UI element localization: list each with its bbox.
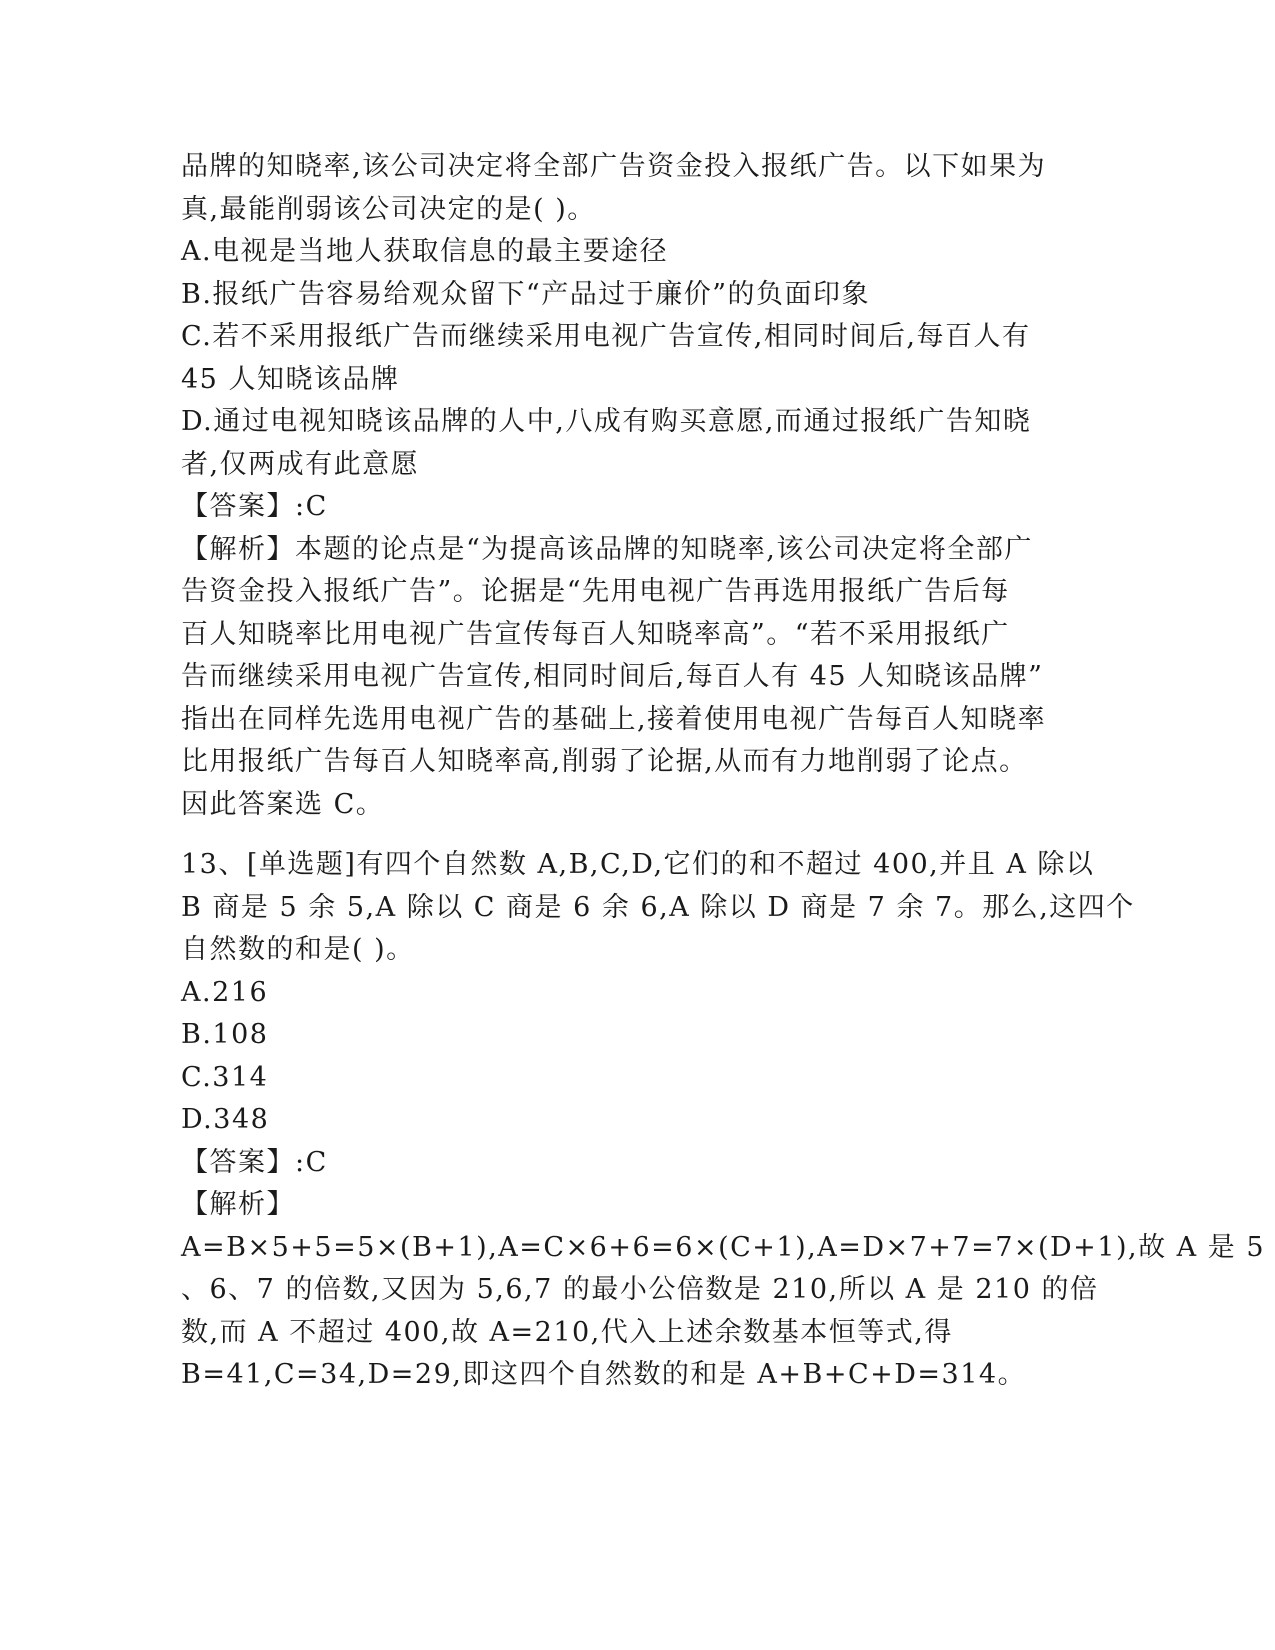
question-13-analysis-line-4: B=41,C=34,D=29,即这四个自然数的和是 A+B+C+D=314。 xyxy=(181,1359,1027,1390)
question-12-analysis-line-7: 因此答案选 C。 xyxy=(181,788,385,820)
question-12-option-d-line-1: D.通过电视知晓该品牌的人中,八成有购买意愿,而通过报纸广告知晓 xyxy=(181,406,1032,437)
question-spacer xyxy=(181,826,1081,844)
question-13-analysis-line-1: A=B×5+5=5×(B+1),A=C×6+6=6×(C+1),A=D×7+7=7×(D+1),故 A 是 5 xyxy=(181,1231,1266,1263)
question-13-option-c: C.314 xyxy=(181,1061,269,1093)
question-13-stem-line-2: B 商是 5 余 5,A 除以 C 商是 6 余 6,A 除以 D 商是 7 余 7。那么,这四个 xyxy=(181,891,1135,923)
question-12 xyxy=(181,146,1081,826)
question-13-option-b: B.108 xyxy=(181,1019,269,1050)
question-12-analysis-line-5: 指出在同样先选用电视广告的基础上,接着使用电视广告每百人知晓率 xyxy=(181,703,1047,735)
question-13 xyxy=(181,844,1266,1397)
question-12-option-d-line-2: 者,仅两成有此意愿 xyxy=(181,448,420,480)
question-12-option-c-line-1: C.若不采用报纸广告而继续采用电视广告宣传,相同时间后,每百人有 xyxy=(181,321,1031,352)
question-13-option-d: D.348 xyxy=(181,1104,270,1135)
question-12-analysis-line-3: 百人知晓率比用电视广告宣传每百人知晓率高”。“若不采用报纸广 xyxy=(181,618,1010,650)
question-12-analysis-line-6: 比用报纸广告每百人知晓率高,削弱了论据,从而有力地削弱了论点。 xyxy=(181,746,1028,777)
question-12-answer: 【答案】:C xyxy=(181,491,328,522)
question-13-stem-line-1: 13、[单选题]有四个自然数 A,B,C,D,它们的和不超过 400,并且 A 除以 xyxy=(181,849,1095,880)
question-13-stem-line-3: 自然数的和是( )。 xyxy=(181,934,415,965)
question-13-answer: 【答案】:C xyxy=(181,1146,328,1178)
question-13-analysis-line-2: 、6、7 的倍数,又因为 5,6,7 的最小公倍数是 210,所以 A 是 210 的倍 xyxy=(181,1274,1099,1305)
question-12-stem-line-1: 品牌的知晓率,该公司决定将全部广告资金投入报纸广告。以下如果为 xyxy=(181,151,1047,182)
question-12-stem-line-2: 真,最能削弱该公司决定的是( )。 xyxy=(181,193,596,225)
question-12-option-a: A.电视是当地人获取信息的最主要途径 xyxy=(181,236,669,267)
question-12-analysis-line-2: 告资金投入报纸广告”。论据是“先用电视广告再选用报纸广告后每 xyxy=(181,576,1010,607)
document-page xyxy=(181,146,1266,1397)
question-13-option-a: A.216 xyxy=(181,976,269,1008)
question-12-analysis-line-1: 【解析】本题的论点是“为提高该品牌的知晓率,该公司决定将全部广 xyxy=(181,533,1033,565)
question-12-option-c-line-2: 45 人知晓该品牌 xyxy=(181,363,400,395)
question-13-analysis-line-3: 数,而 A 不超过 400,故 A=210,代入上述余数基本恒等式,得 xyxy=(181,1316,953,1348)
question-13-analysis-title: 【解析】 xyxy=(181,1189,295,1220)
question-12-analysis-line-4: 告而继续采用电视广告宣传,相同时间后,每百人有 45 人知晓该品牌” xyxy=(181,661,1044,692)
question-12-option-b: B.报纸广告容易给观众留下“产品过于廉价”的负面印象 xyxy=(181,278,871,310)
